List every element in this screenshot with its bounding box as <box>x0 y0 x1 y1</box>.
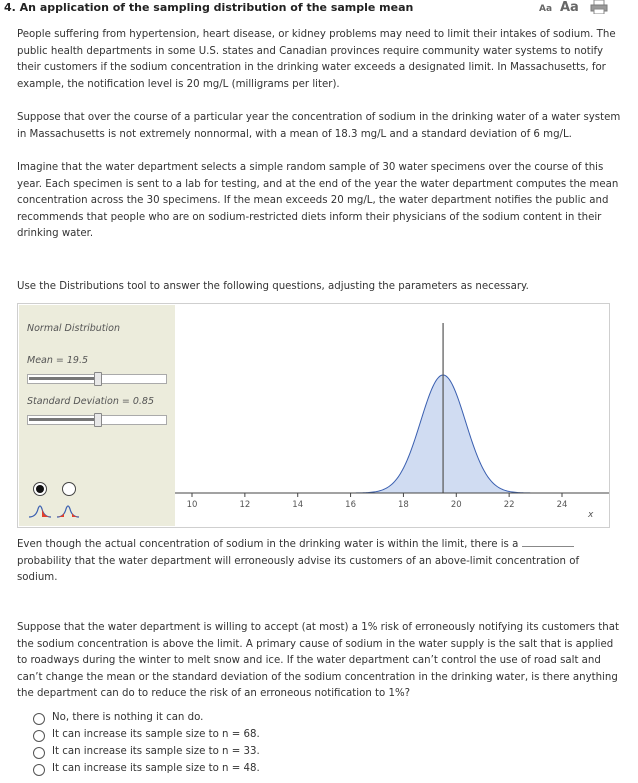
intro-paragraph: People suffering from hypertension, heart disease, or kidney problems may need to limit their intakes of sodium. The public health departments in some U.S. states and Canadian provinces require community water systems to notify their customers if the sodium concentration in the drinking water exceeds a designated limit. In Massachusetts, for example, the notification level is 20 mg/L (milligrams per liter). <box>17 29 616 90</box>
x-tick-label-22: 22 <box>503 500 515 510</box>
answer-option-3-label: It can increase its sample size to n = 33. <box>52 746 260 757</box>
x-axis-label: x <box>588 510 594 520</box>
answer-option-2-radio[interactable] <box>33 730 45 742</box>
question-header <box>0 0 638 20</box>
x-tick-label-20: 20 <box>450 500 462 510</box>
font-size-decrease-button[interactable]: Aa <box>539 4 553 14</box>
parameter-panel <box>19 305 175 526</box>
sd-slider[interactable] <box>27 415 167 425</box>
curve-mode-radio-2[interactable] <box>62 482 76 496</box>
question-title: 4. An application of the sampling distribution of the sample mean <box>4 1 414 14</box>
font-size-increase-button[interactable]: Aa <box>560 0 579 15</box>
x-tick-label-10: 10 <box>186 500 198 510</box>
mean-slider-thumb[interactable] <box>94 372 102 386</box>
x-axis-ticks <box>187 493 568 510</box>
sd-slider-thumb[interactable] <box>94 413 102 427</box>
answer-option-1-radio[interactable] <box>33 713 45 725</box>
question-1 <box>17 536 622 587</box>
distribution-plot[interactable] <box>175 304 609 527</box>
two-tail-curve-icon[interactable] <box>56 503 80 519</box>
question-2: Suppose that the water department is willing to accept (at most) a 1% risk of erroneously notifying its customers that the sodium concentration is above the limit. A primary cause of sodium in the water supply is the salt that is applied to roadways during the winter to melt snow and ice. If the water department can’t control the use of road salt and can’t change the mean or the standard deviation of the sodium concentration in the drinking water, is there anything the department can do to reduce the risk of an erroneous notification to 1%? <box>17 622 619 700</box>
distribution-name: Normal Distribution <box>27 323 120 334</box>
distributions-tool <box>17 303 610 528</box>
answer-option-1-label: No, there is nothing it can do. <box>52 712 204 723</box>
question-1-text-end: probability that the water department will erroneously advise its customers of an above-limit concentration of sodium. <box>17 555 580 584</box>
mean-slider-fill <box>29 377 97 380</box>
curve-mode-radio-1[interactable] <box>33 482 47 496</box>
x-tick-label-16: 16 <box>345 500 356 510</box>
answer-option-3-radio[interactable] <box>33 747 45 759</box>
answer-option-2-label: It can increase its sample size to n = 68. <box>52 729 260 740</box>
answer-option-4-radio[interactable] <box>33 764 45 776</box>
x-tick-label-14: 14 <box>292 500 304 510</box>
mean-slider[interactable] <box>27 374 167 384</box>
x-tick-label-12: 12 <box>239 500 251 510</box>
x-tick-label-18: 18 <box>398 500 409 510</box>
print-icon[interactable] <box>590 0 608 14</box>
x-tick-label-24: 24 <box>556 500 568 510</box>
mean-label: Mean = 19.5 <box>27 355 89 366</box>
assumption-paragraph: Suppose that over the course of a particular year the concentration of sodium in the drinking water of a water system in Massachusetts is not extremely nonnormal, with a mean of 18.3 mg/L and a standard deviation of 6 mg/L. <box>17 112 621 140</box>
question-1-text-start: Even though the actual concentration of sodium in the drinking water is within the limit, there is a <box>17 539 519 550</box>
tool-instruction: Use the Distributions tool to answer the following questions, adjusting the parameters as necessary. <box>17 281 529 292</box>
single-tail-curve-icon[interactable] <box>28 503 52 519</box>
probability-answer-blank[interactable] <box>522 536 574 547</box>
sd-label: Standard Deviation = 0.85 <box>27 396 154 407</box>
sampling-paragraph: Imagine that the water department selects a simple random sample of 30 water specimens over the course of this year. Each specimen is sent to a lab for testing, and at the end of the year the water department computes the mean concentration across the 30 specimens. If the mean exceeds 20 mg/L, the water department notifies the public and recommends that people who are on sodium-restricted diets inform their physicians of the sodium content in their drinking water. <box>17 162 619 240</box>
distribution-plot-svg[interactable] <box>175 304 609 527</box>
answer-option-4-label: It can increase its sample size to n = 48. <box>52 763 260 774</box>
sd-slider-fill <box>29 418 97 421</box>
